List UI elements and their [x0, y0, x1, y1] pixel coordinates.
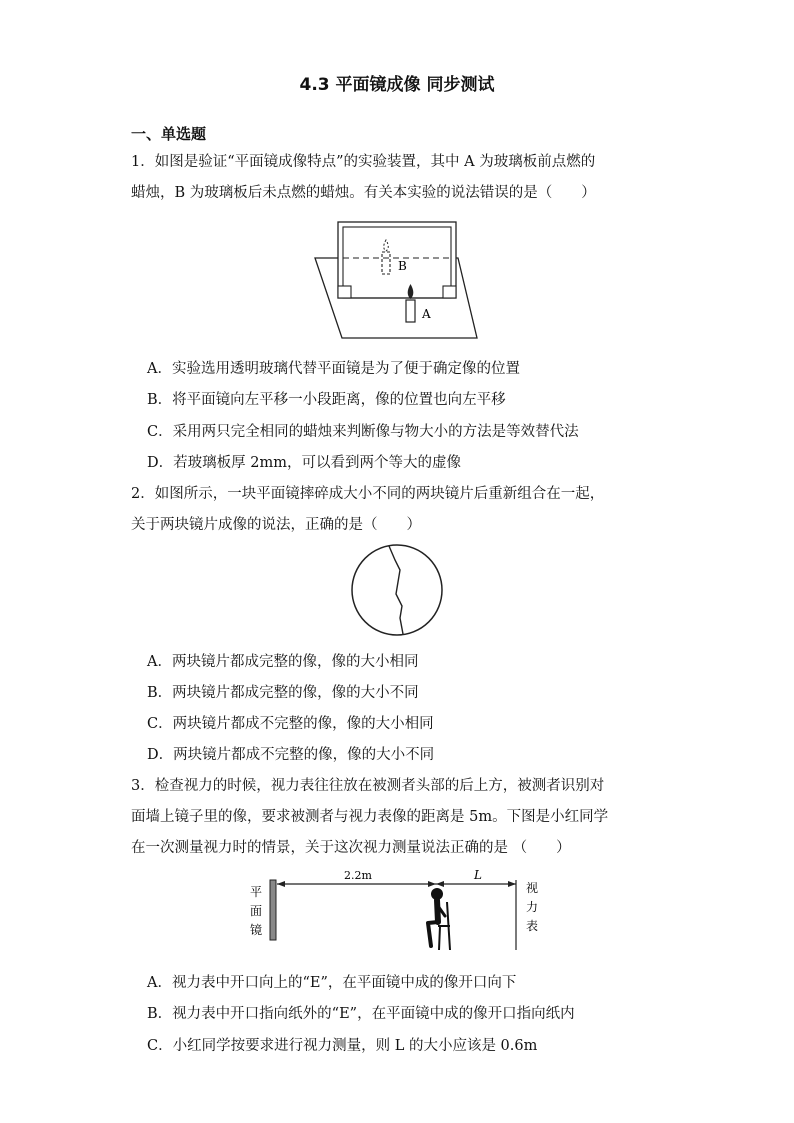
q2-figure-broken-mirror: [349, 542, 445, 638]
q3-figure-mirror: [270, 880, 276, 940]
q2-stem-line2: 关于两块镜片成像的说法，正确的是（ ）: [131, 517, 421, 533]
q3-option-b[interactable]: B．视力表中开口指向纸外的“E”，在平面镜中成的像开口指向纸内: [147, 1006, 575, 1022]
q3-figure-chart-label-1: 视: [526, 881, 539, 895]
q1-option-c[interactable]: C．采用两只完全相同的蜡烛来判断像与物大小的方法是等效替代法: [147, 424, 579, 440]
q1-option-d[interactable]: D．若玻璃板厚 2mm，可以看到两个等大的虚像: [147, 455, 461, 471]
q2-option-a[interactable]: A．两块镜片都成完整的像，像的大小相同: [147, 654, 419, 670]
q3-figure-l-label: L: [474, 868, 482, 882]
q1-stem-line2: 蜡烛，B 为玻璃板后未点燃的蜡烛。有关本实验的说法错误的是（ ）: [131, 185, 596, 201]
q1-option-a[interactable]: A．实验选用透明玻璃代替平面镜是为了便于确定像的位置: [147, 361, 520, 377]
q1-figure-candle-experiment: [312, 214, 482, 344]
q1-figure-label-a: A: [422, 307, 431, 321]
q3-figure-eye-test: [244, 866, 554, 956]
q1-figure-label-b: B: [398, 259, 407, 273]
q3-stem-line2: 面墙上镜子里的像，要求被测者与视力表像的距离是 5m。下图是小红同学: [131, 809, 609, 825]
q3-figure-mirror-label-1: 平: [250, 885, 263, 899]
q1-option-b[interactable]: B．将平面镜向左平移一小段距离，像的位置也向左平移: [147, 392, 506, 408]
q2-option-b[interactable]: B．两块镜片都成完整的像，像的大小不同: [147, 685, 419, 701]
q3-figure-mirror-label-3: 镜: [250, 923, 263, 937]
page-title: 4.3 平面镜成像 同步测试: [299, 75, 495, 95]
q3-figure-distance-label: 2.2m: [344, 869, 372, 882]
section-heading: 一、单选题: [131, 125, 207, 143]
q3-option-c[interactable]: C．小红同学按要求进行视力测量，则 L 的大小应该是 0.6m: [147, 1038, 538, 1054]
q3-figure-seated-person: [428, 888, 450, 950]
q1-figure-glass-plate: [338, 222, 456, 298]
q3-stem-line1: 3．检查视力的时候，视力表往往放在被测者头部的后上方，被测者识别对: [131, 778, 605, 794]
q2-figure-crack: [389, 546, 403, 634]
q2-option-d[interactable]: D．两块镜片都成不完整的像，像的大小不同: [147, 747, 435, 763]
q3-option-a[interactable]: A．视力表中开口向上的“E”，在平面镜中成的像开口向下: [147, 975, 517, 991]
q3-figure-chart-label-3: 表: [526, 919, 539, 933]
q3-figure-mirror-label-2: 面: [250, 904, 263, 918]
q3-figure-chart-label-2: 力: [526, 900, 539, 914]
q2-stem-line1: 2．如图所示，一块平面镜摔碎成大小不同的两块镜片后重新组合在一起，: [131, 486, 605, 502]
q3-stem-line3: 在一次测量视力时的情景，关于这次视力测量说法正确的是 （ ）: [131, 840, 571, 856]
q1-figure-candle-a: [406, 300, 415, 322]
q1-stem-line1: 1．如图是验证“平面镜成像特点”的实验装置，其中 A 为玻璃板前点燃的: [131, 154, 596, 170]
q2-option-c[interactable]: C．两块镜片都成不完整的像，像的大小相同: [147, 716, 434, 732]
